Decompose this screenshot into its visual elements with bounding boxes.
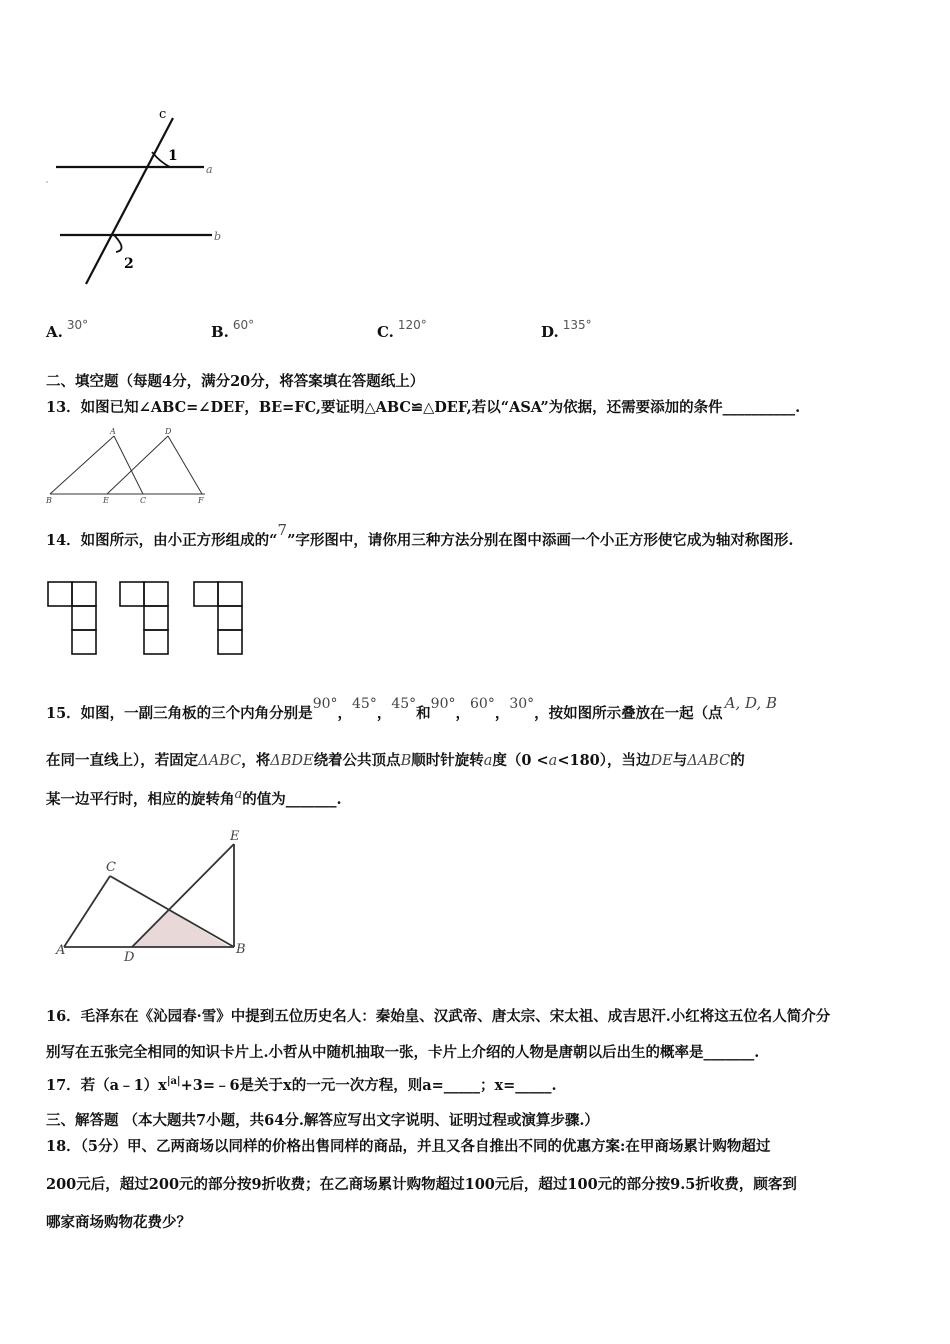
question-15-line1: 15．如图，一副三角板的三个内角分别是90°，45°，45°和90°，60°，30°，按如图所示叠放在一起（点A, D, B: [46, 694, 778, 722]
parallel-lines-figure: [40, 100, 230, 295]
question-15-line2: 在同一直线上），若固定ΔABC，将ΔBDE绕着公共顶点B顺时针旋转a度（0 <a<180），当边DE与ΔABC的: [46, 752, 745, 769]
label-1: 1: [168, 148, 178, 164]
overlap-shade: [132, 910, 230, 947]
question-16-line2: 别写在五张完全相同的知识卡片上.小哲从中随机抽取一张，卡片上介绍的人物是唐朝以后出生的概率是_______.: [46, 1044, 760, 1061]
question-18-line2: 200元后，超过200元的部分按9折收费；在乙商场累计购物超过100元后，超过100元的部分按9.5折收费，顾客到: [46, 1176, 797, 1193]
question-18-line3: 哪家商场购物花费少？: [46, 1214, 191, 1231]
label-a: a: [206, 163, 213, 176]
label-B: B: [236, 942, 246, 957]
section3-heading: 三、解答题 （本大题共7小题，共64分.解答应写出文字说明、证明过程或演算步骤.）: [46, 1112, 599, 1129]
seven-shape-grids: [44, 578, 254, 660]
label-B: B: [46, 496, 52, 505]
question-18-line1: 18．（5分）甲、乙两商场以同样的价格出售同样的商品，并且又各自推出不同的优惠方案:在甲商场累计购物超过: [46, 1138, 771, 1155]
option-a: A. $^{30^\circ}$: [46, 318, 89, 341]
label-C: C: [140, 496, 147, 505]
option-d: D. $^{135^\circ}$: [541, 318, 592, 341]
label-C: C: [106, 860, 116, 875]
question-14: 14．如图所示，由小正方形组成的“7”字形图中，请你用三种方法分别在图中添画一个小正方形使它成为轴对称图形.: [46, 521, 794, 549]
label-E: E: [230, 829, 240, 844]
label-A: A: [110, 427, 116, 436]
option-b: B. $^{60^\circ}$: [211, 318, 255, 341]
label-E: E: [103, 496, 109, 505]
label-c: c: [159, 107, 167, 122]
section2-heading: 二、填空题（每题4分，满分20分，将答案填在答题纸上）: [46, 373, 425, 390]
label-b: b: [214, 230, 222, 243]
option-c: C. $^{120^\circ}$: [377, 318, 427, 341]
label-F: F: [198, 496, 204, 505]
set-squares-figure: [50, 826, 260, 966]
label-D: D: [124, 950, 135, 965]
angle-2-arc: [114, 235, 122, 252]
congruent-triangles-figure: [40, 424, 220, 506]
question-15-line3: 某一边平行时，相应的旋转角a的值为_______.: [46, 787, 342, 808]
question-13: 13．如图已知∠ABC=∠DEF，BE=FC,要证明△ABC≌△DEF,若以“ASA”为依据，还需要添加的条件__________.: [46, 399, 801, 416]
label-A: A: [56, 943, 66, 958]
label-2: 2: [124, 256, 134, 272]
grid-1: [48, 582, 96, 654]
grid-3: [194, 582, 242, 654]
question-17: 17．若$(a﹣1)x^{|a|}+3=﹣6$是关于x的一元一次方程，则a=_____；x=_____.: [46, 1076, 557, 1094]
grid-2: [120, 582, 168, 654]
label-D: D: [165, 427, 172, 436]
question-16-line1: 16．毛泽东在《沁园春·雪》中提到五位历史名人：秦始皇、汉武帝、唐太宗、宋太祖、成吉思汗.小红将这五位名人简介分: [46, 1008, 831, 1025]
